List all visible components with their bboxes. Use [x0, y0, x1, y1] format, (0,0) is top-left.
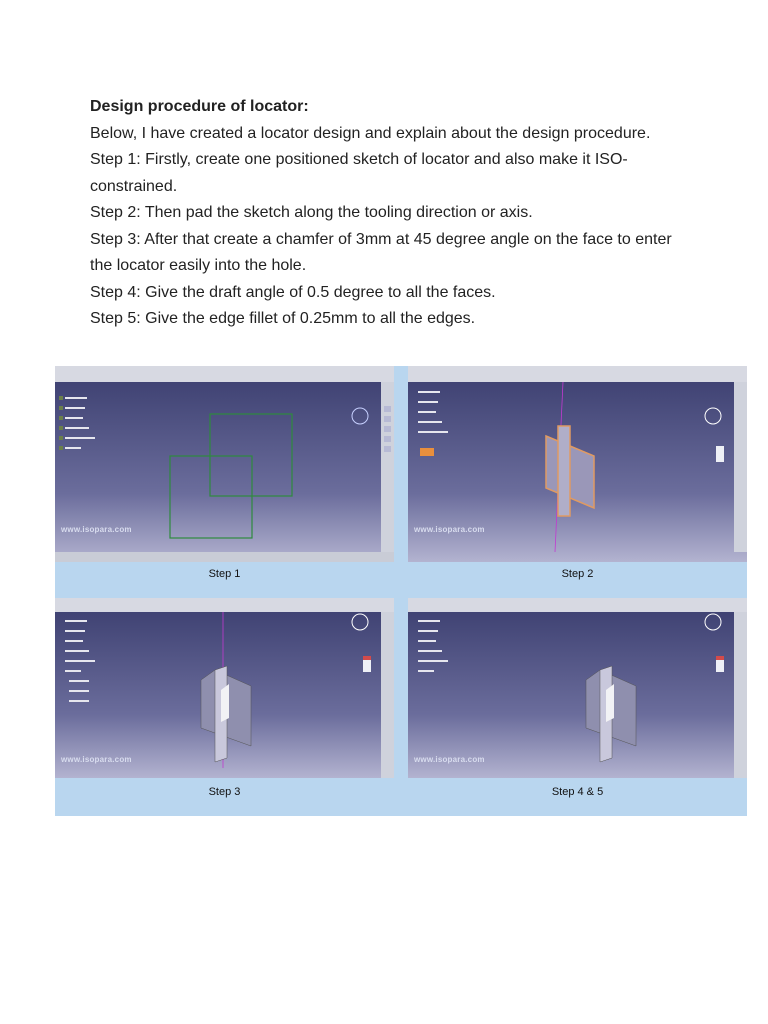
paragraph-step-5: Step 5: Give the edge fillet of 0.25mm to all the edges. — [90, 310, 476, 327]
watermark: www.isopara.com — [61, 755, 132, 764]
cad-viewport-draft-fillet — [408, 598, 747, 778]
watermark: www.isopara.com — [61, 525, 132, 534]
cad-viewport-chamfer — [55, 598, 394, 778]
paragraph-step-1: Step 1: Firstly, create one positioned sketch of locator and also make it ISO-constrained. — [90, 151, 628, 195]
paragraph-intro: Below, I have created a locator design and explain about the design procedure. — [90, 124, 651, 142]
cad-panel-step-1 — [55, 366, 394, 562]
cad-panel-step-3 — [55, 598, 394, 794]
cad-screenshots-figure — [55, 366, 747, 816]
cad-panel-step-2 — [408, 366, 747, 562]
caption-step-2: Step 2 — [561, 568, 594, 580]
paragraph-step-3: Step 3: After that create a chamfer of 3mm at 45 degree angle on the face to enter the locator easily into the hole. — [90, 230, 672, 274]
document-body — [90, 94, 690, 333]
document-heading: Design procedure of locator: — [90, 98, 309, 115]
caption-step-1: Step 1 — [208, 568, 241, 580]
paragraph-step-2: Step 2: Then pad the sketch along the tooling direction or axis. — [90, 204, 533, 221]
caption-step-4-5: Step 4 & 5 — [551, 786, 604, 798]
cad-panel-step-4-5 — [408, 598, 747, 794]
watermark: www.isopara.com — [414, 755, 485, 764]
caption-step-3: Step 3 — [208, 786, 241, 798]
paragraph-step-4: Step 4: Give the draft angle of 0.5 degree to all the faces. — [90, 283, 496, 301]
watermark: www.isopara.com — [414, 525, 485, 534]
